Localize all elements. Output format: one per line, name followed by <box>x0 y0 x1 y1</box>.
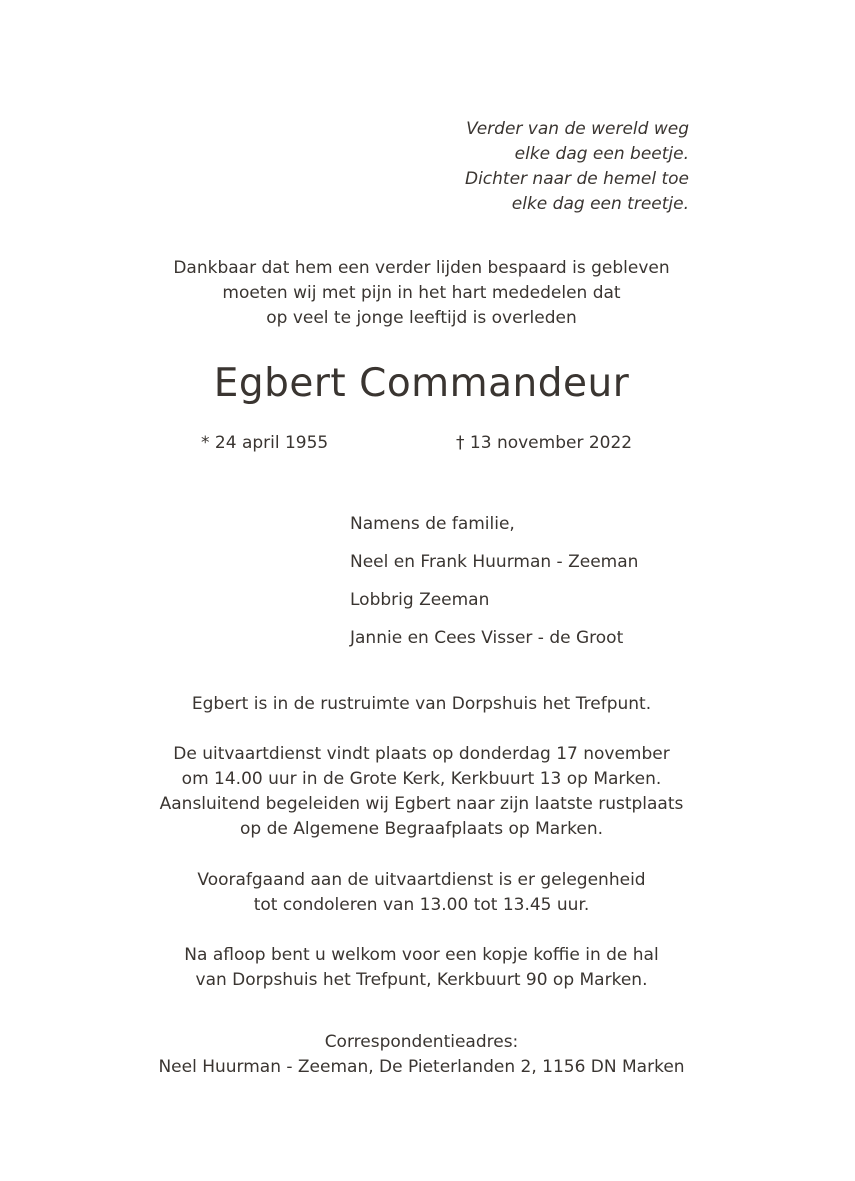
family-line: Namens de familie, <box>350 514 515 534</box>
family-line: Jannie en Cees Visser - de Groot <box>350 628 624 648</box>
intro-line: op veel te jonge leeftijd is overleden <box>266 308 577 328</box>
poem-line: elke dag een treetje. <box>511 194 689 214</box>
service-paragraph <box>0 742 843 842</box>
rest-location-paragraph <box>0 692 843 717</box>
info-line: De uitvaartdienst vindt plaats op donderdag 17 november <box>173 744 670 764</box>
family-line: Neel en Frank Huurman - Zeeman <box>350 552 639 572</box>
family-line: Lobbrig Zeeman <box>350 590 490 610</box>
info-line: om 14.00 uur in de Grote Kerk, Kerkbuurt 13 op Marken. <box>181 769 662 789</box>
correspondence-address <box>0 1030 843 1080</box>
birth-date: * 24 april 1955 <box>201 433 329 453</box>
deceased-name: Egbert Commandeur <box>213 361 630 406</box>
info-line: Aansluitend begeleiden wij Egbert naar zijn laatste rustplaats <box>159 794 684 814</box>
poem-line: Verder van de wereld weg <box>466 119 689 139</box>
info-line: op de Algemene Begraafplaats op Marken. <box>239 819 604 839</box>
info-line: Voorafgaand aan de uitvaartdienst is er gelegenheid <box>197 870 646 890</box>
poem <box>465 117 689 217</box>
intro-text <box>0 256 843 331</box>
death-date: † 13 november 2022 <box>456 433 633 453</box>
info-line: Neel Huurman - Zeeman, De Pieterlanden 2, 1156 DN Marken <box>158 1057 685 1077</box>
info-line: Na afloop bent u welkom voor een kopje koffie in de hal <box>184 945 659 965</box>
intro-line: Dankbaar dat hem een verder lijden bespaard is gebleven <box>173 258 670 278</box>
coffee-paragraph <box>0 943 843 993</box>
condolence-paragraph <box>0 868 843 918</box>
poem-line: elke dag een beetje. <box>514 144 689 164</box>
info-line: van Dorpshuis het Trefpunt, Kerkbuurt 90 op Marken. <box>195 970 648 990</box>
family-list <box>350 505 638 657</box>
info-line: tot condoleren van 13.00 tot 13.45 uur. <box>253 895 590 915</box>
intro-line: moeten wij met pijn in het hart mededelen dat <box>222 283 621 303</box>
info-line: Correspondentieadres: <box>324 1032 519 1052</box>
info-line: Egbert is in de rustruimte van Dorpshuis het Trefpunt. <box>191 694 652 714</box>
poem-line: Dichter naar de hemel toe <box>464 169 689 189</box>
